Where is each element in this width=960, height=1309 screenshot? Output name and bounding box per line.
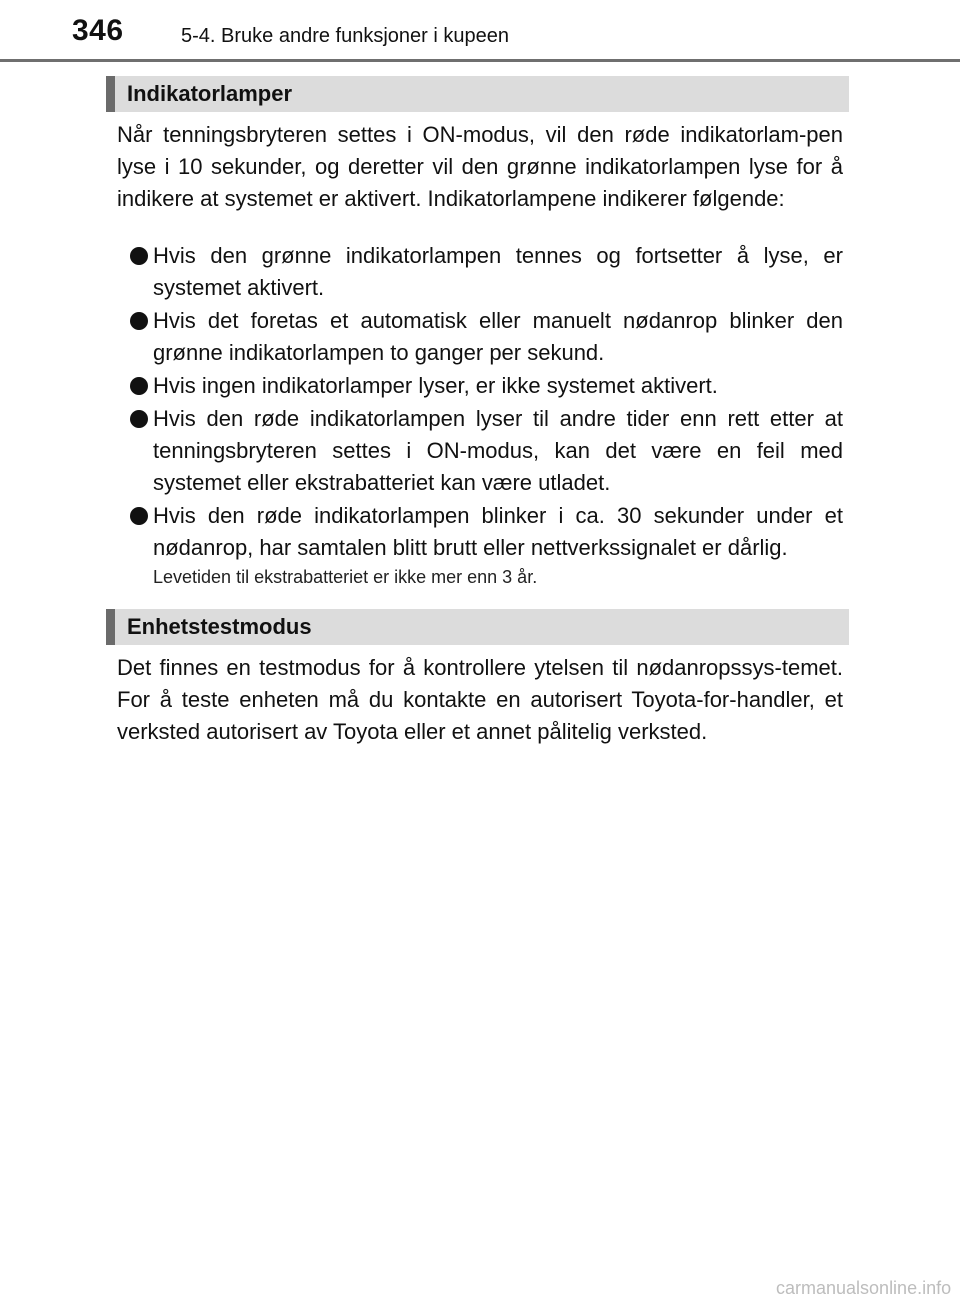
section-heading-label: Enhetstestmodus <box>127 614 312 639</box>
list-item <box>117 370 843 402</box>
test-mode-paragraph: Det finnes en testmodus for å kontrollere ytelsen til nødanropssys-temet. For å teste enheten må du kontakte en autorisert Toyota-for-handler, et verksted autorisert av Toyota eller et annet pålitelig verksted. <box>117 655 843 744</box>
list-item <box>117 500 843 564</box>
bullet-icon <box>130 377 148 395</box>
chapter-title: 5-4. Bruke andre funksjoner i kupeen <box>181 25 509 47</box>
list-item-text: Hvis det foretas et automatisk eller manuelt nødanrop blinker den grønne indikatorlampen to ganger per sekund. <box>153 308 843 365</box>
page-number: 346 <box>72 14 124 47</box>
list-item-text: Hvis den røde indikatorlampen lyser til andre tider enn rett etter at tenningsbryteren settes i ON-modus, kan det være en feil med systemet eller ekstrabatteriet kan være utladet. <box>153 406 843 495</box>
bullet-icon <box>130 410 148 428</box>
battery-note: Levetiden til ekstrabatteriet er ikke mer enn 3 år. <box>153 567 538 587</box>
intro-paragraph: Når tenningsbryteren settes i ON-modus, vil den røde indikatorlam-pen lyse i 10 sekunder, og deretter vil den grønne indikatorlampen lyse for å indikere at systemet er aktivert. Indikatorlampene indikerer følgende: <box>117 122 843 211</box>
watermark-text: carmanualsonline.info <box>776 1278 952 1298</box>
header-divider <box>0 59 960 62</box>
bullet-icon <box>130 247 148 265</box>
section-heading-enhetstestmodus <box>106 609 849 645</box>
list-item-text: Hvis ingen indikatorlamper lyser, er ikke systemet aktivert. <box>153 373 718 398</box>
list-item <box>117 240 843 304</box>
list-item <box>117 305 843 369</box>
bullet-icon <box>130 312 148 330</box>
list-item-text: Hvis den røde indikatorlampen blinker i ca. 30 sekunder under et nødanrop, har samtalen blitt brutt eller nettverkssignalet er dårlig. <box>153 503 843 560</box>
section-heading-indikatorlamper <box>106 76 849 112</box>
page-header <box>0 0 960 64</box>
section-heading-label: Indikatorlamper <box>127 81 293 106</box>
list-item <box>117 403 843 499</box>
list-item-text: Hvis den grønne indikatorlampen tennes og fortsetter å lyse, er systemet aktivert. <box>153 243 843 300</box>
bullet-icon <box>130 507 148 525</box>
